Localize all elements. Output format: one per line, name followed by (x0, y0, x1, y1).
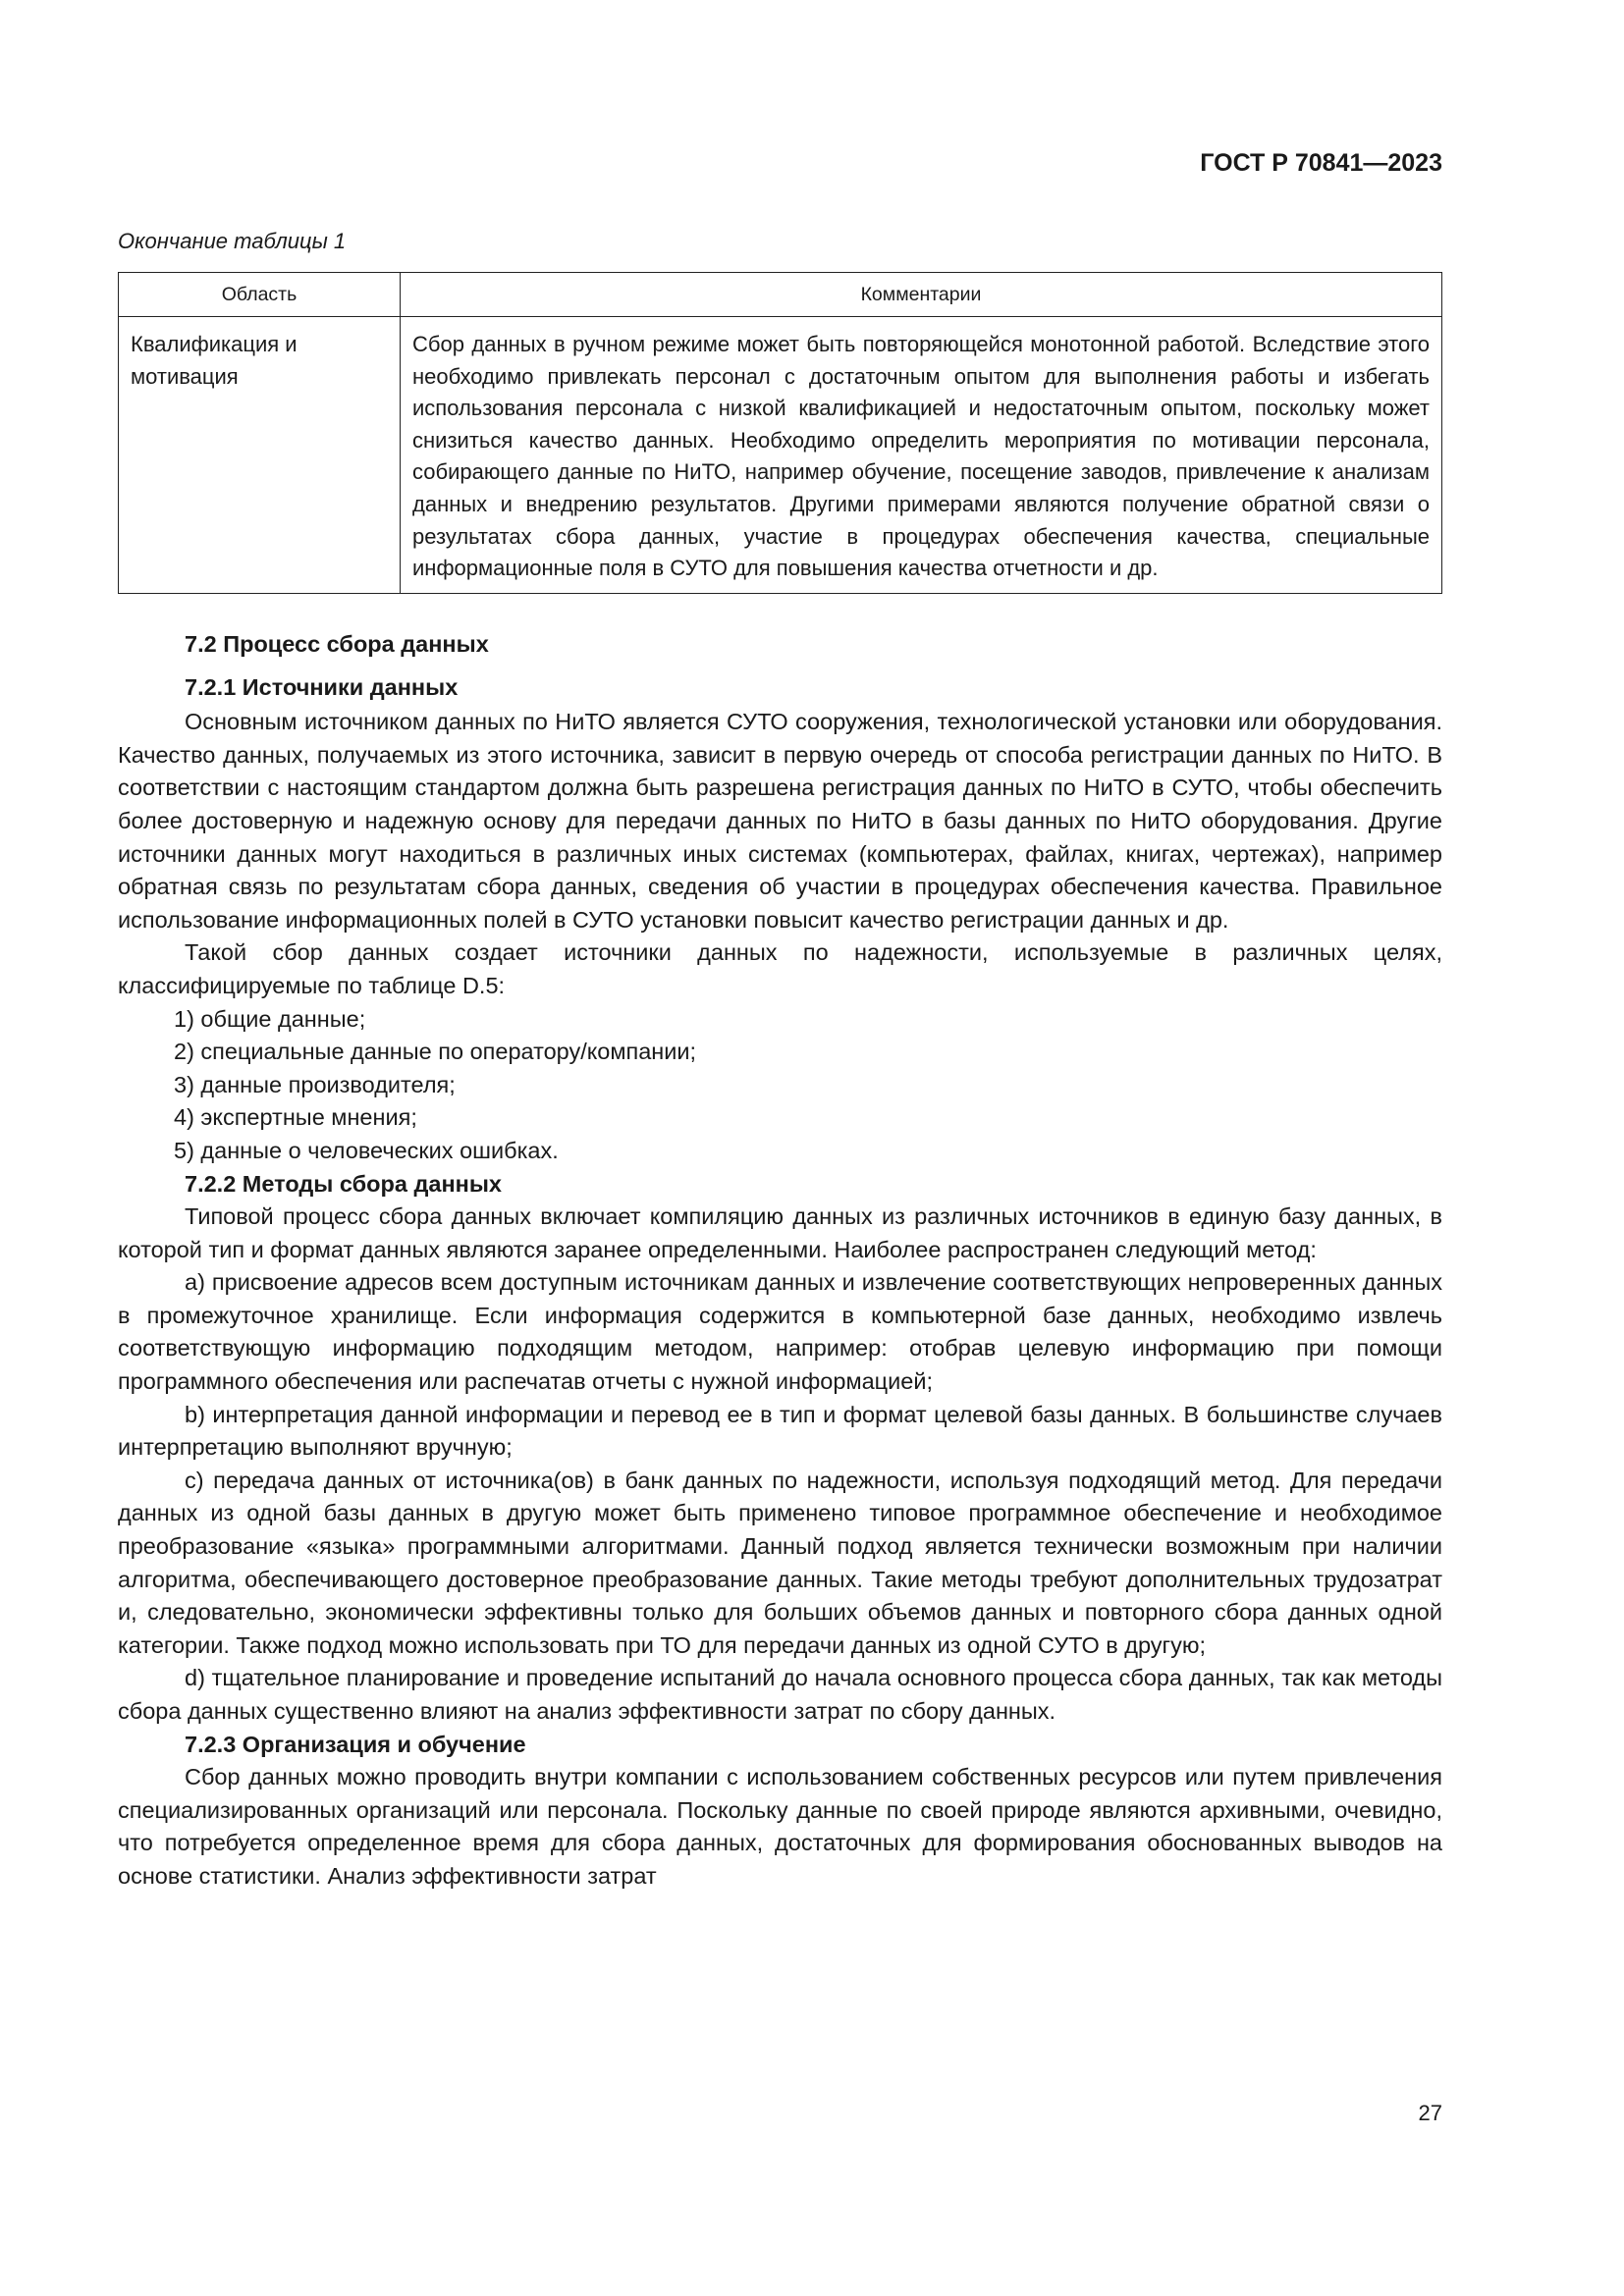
paragraph: Типовой процесс сбора данных включает компиляцию данных из различных источников в единую базу данных, в которой тип и формат данных являются заранее определенными. Наиболее распространен следующий метод: (118, 1203, 1442, 1262)
subsection-heading-7-2-2: 7.2.2 Методы сбора данных (185, 1170, 502, 1197)
list-item: 5) данные о человеческих ошибках. (174, 1137, 559, 1163)
list-item: 4) экспертные мнения; (174, 1104, 417, 1131)
cell-area: Квалификация и мотивация (119, 317, 401, 594)
column-header-area: Область (119, 273, 401, 317)
list-item: 1) общие данные; (174, 1005, 366, 1032)
comments-table (118, 272, 1442, 594)
document-id-header: ГОСТ Р 70841—2023 (1200, 149, 1442, 177)
list-paragraph-b: b) интерпретация данной информации и перевод ее в тип и формат целевой базы данных. В большинстве случаев интерпретацию выполняют вручную; (118, 1401, 1442, 1461)
table-caption: Окончание таблицы 1 (118, 229, 347, 253)
cell-comment: Сбор данных в ручном режиме может быть повторяющейся монотонной работой. Вследствие этого необходимо привлекать персонал с достаточным опытом для выполнения работы и избегать использования персонала с низкой квалификацией и недостаточным опытом, поскольку может снизиться качество данных. Необходимо определить мероприятия по мотивации персонала, собирающего данные по НиТО, например обучение, посещение заводов, привлечение к анализам данных и внедрению результатов. Другими примерами являются получение обратной связи о результатах сбора данных, участие в процедурах обеспечения качества, специальные информационные поля в СУТО для повышения качества отчетности и др. (401, 317, 1442, 594)
body-text (118, 628, 1442, 1894)
column-header-comments: Комментарии (401, 273, 1442, 317)
paragraph: Основным источником данных по НиТО является СУТО сооружения, технологической установки или оборудования. Качество данных, получаемых из этого источника, зависит в первую очередь от способа регистрации данных по НиТО. В соответствии с настоящим стандартом должна быть разрешена регистрация данных по НиТО в СУТО, чтобы обеспечить более достоверную и надежную основу для передачи данных по НиТО в базы данных по НиТО оборудования. Другие источники данных могут находиться в различных иных системах (компьютерах, файлах, книгах, чертежах), например обратная связь по результатам сбора данных, сведения об участии в процедурах обеспечения качества. Правильное использование информационных полей в СУТО установки повысит качество регистрации данных и др. (118, 709, 1442, 933)
list-paragraph-a: а) присвоение адресов всем доступным источникам данных и извлечение соответствующих непроверенных данных в промежуточное хранилище. Если информация содержится в компьютерной базе данных, необходимо извлечь соответствующую информацию подходящим методом, например: отобрав целевую информацию при помощи программного обеспечения или распечатав отчеты с нужной информацией; (118, 1269, 1442, 1395)
list-item: 2) специальные данные по оператору/компании; (174, 1039, 697, 1065)
list-item: 3) данные производителя; (174, 1071, 456, 1097)
page-number: 27 (1418, 2101, 1442, 2125)
table-row (119, 317, 1442, 594)
paragraph: Сбор данных можно проводить внутри компании с использованием собственных ресурсов или путем привлечения специализированных организаций или персонала. Поскольку данные по своей природе являются архивными, очевидно, что потребуется определенное время для сбора данных, достаточных для формирования обоснованных выводов на основе статистики. Анализ эффективности затрат (118, 1764, 1442, 1889)
list-paragraph-c: c) передача данных от источника(ов) в банк данных по надежности, используя подходящий метод. Для передачи данных из одной базы данных в другую может быть применено типовое программное обеспечение и необходимое преобразование «языка» программными алгоритмами. Данный подход является технически возможным при наличии алгоритма, обеспечивающего достоверное преобразование данных. Такие методы требуют дополнительных трудозатрат и, следовательно, экономически эффективны только для больших объемов данных и повторного сбора данных одной категории. Также подход можно использовать при ТО для передачи данных из одной СУТО в другую; (118, 1467, 1442, 1658)
table-header-row (119, 273, 1442, 317)
subsection-heading-7-2-3: 7.2.3 Организация и обучение (185, 1731, 526, 1757)
section-heading-7-2: 7.2 Процесс сбора данных (185, 631, 489, 657)
subsection-heading-7-2-1: 7.2.1 Источники данных (185, 673, 459, 700)
paragraph: Такой сбор данных создает источники данных по надежности, используемые в различных целях, классифицируемые по таблице D.5: (118, 939, 1442, 998)
list-paragraph-d: d) тщательное планирование и проведение испытаний до начала основного процесса сбора данных, так как методы сбора данных существенно влияют на анализ эффективности затрат по сбору данных. (118, 1665, 1442, 1724)
